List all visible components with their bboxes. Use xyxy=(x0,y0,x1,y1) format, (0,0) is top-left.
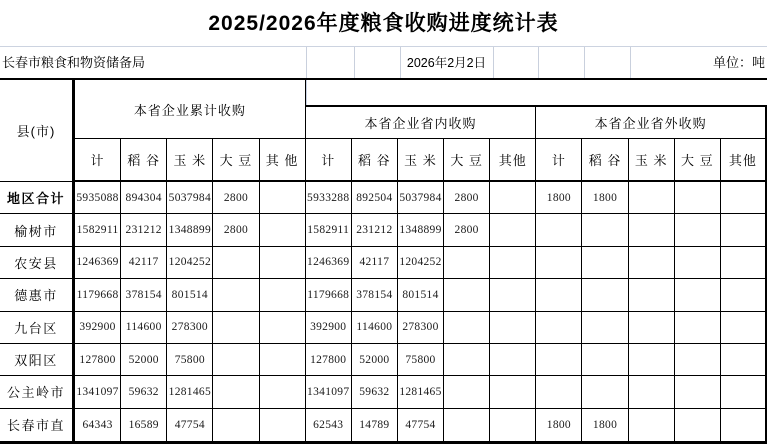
column-header: 其他 xyxy=(721,139,767,182)
row-county-name: 九台区 xyxy=(0,312,75,344)
data-cell xyxy=(536,312,582,344)
data-cell xyxy=(444,344,490,376)
data-cell xyxy=(490,376,536,408)
data-cell: 14789 xyxy=(352,409,398,441)
data-cell: 392900 xyxy=(306,312,352,344)
data-cell: 1204252 xyxy=(398,247,444,279)
data-cell xyxy=(629,312,675,344)
data-cell: 42117 xyxy=(121,247,167,279)
data-cell: 378154 xyxy=(121,279,167,311)
column-header: 计 xyxy=(536,139,582,182)
data-cell xyxy=(721,214,767,246)
data-cell: 42117 xyxy=(352,247,398,279)
column-header: 玉 米 xyxy=(398,139,444,182)
gridline xyxy=(354,47,355,79)
data-cell: 5037984 xyxy=(167,182,213,214)
data-cell: 127800 xyxy=(75,344,121,376)
data-cell: 1582911 xyxy=(75,214,121,246)
data-cell xyxy=(444,312,490,344)
data-cell xyxy=(490,279,536,311)
data-cell: 1800 xyxy=(582,182,628,214)
data-cell xyxy=(536,376,582,408)
data-cell xyxy=(213,376,259,408)
data-cell xyxy=(260,214,306,246)
row-county-name: 双阳区 xyxy=(0,344,75,376)
data-cell xyxy=(536,344,582,376)
data-cell xyxy=(536,247,582,279)
data-cell xyxy=(675,409,721,441)
data-cell: 2800 xyxy=(444,182,490,214)
gridline xyxy=(630,47,631,79)
row-county-name: 长春市直 xyxy=(0,409,75,441)
data-table xyxy=(0,80,767,444)
row-county-name: 德惠市 xyxy=(0,279,75,311)
data-cell: 5037984 xyxy=(398,182,444,214)
data-cell xyxy=(490,344,536,376)
data-cell: 892504 xyxy=(352,182,398,214)
org-name: 长春市粮食和物资储备局 xyxy=(2,55,146,70)
data-cell xyxy=(260,279,306,311)
data-cell xyxy=(629,409,675,441)
data-cell xyxy=(675,247,721,279)
data-cell xyxy=(490,409,536,441)
data-cell: 127800 xyxy=(306,344,352,376)
data-cell xyxy=(213,409,259,441)
data-cell xyxy=(444,279,490,311)
data-cell xyxy=(629,182,675,214)
data-cell: 1341097 xyxy=(306,376,352,408)
data-cell xyxy=(582,247,628,279)
gridline xyxy=(400,47,401,79)
data-cell xyxy=(260,409,306,441)
data-cell xyxy=(213,344,259,376)
data-cell xyxy=(490,182,536,214)
data-cell xyxy=(490,214,536,246)
data-cell: 1204252 xyxy=(167,247,213,279)
data-cell: 1348899 xyxy=(167,214,213,246)
data-cell: 114600 xyxy=(121,312,167,344)
report-date: 2026年2月2日 xyxy=(406,56,487,70)
data-cell xyxy=(721,312,767,344)
data-cell: 16589 xyxy=(121,409,167,441)
unit-label: 单位：吨 xyxy=(712,55,765,70)
data-cell xyxy=(444,409,490,441)
row-county-name: 榆树市 xyxy=(0,214,75,246)
data-cell: 801514 xyxy=(398,279,444,311)
data-cell xyxy=(629,279,675,311)
data-cell: 378154 xyxy=(352,279,398,311)
data-cell xyxy=(444,247,490,279)
data-cell: 1582911 xyxy=(306,214,352,246)
column-header: 其 他 xyxy=(260,139,306,182)
row-county-name: 地区合计 xyxy=(0,182,75,214)
data-cell: 1348899 xyxy=(398,214,444,246)
row-county-name: 农安县 xyxy=(0,247,75,279)
data-cell xyxy=(444,376,490,408)
data-cell: 1800 xyxy=(582,409,628,441)
data-cell xyxy=(675,344,721,376)
data-cell xyxy=(675,182,721,214)
data-cell: 52000 xyxy=(352,344,398,376)
page-title: 2025/2026年度粮食收购进度统计表 xyxy=(208,12,559,35)
data-cell: 1246369 xyxy=(75,247,121,279)
data-cell: 801514 xyxy=(167,279,213,311)
column-header: 大 豆 xyxy=(213,139,259,182)
data-cell xyxy=(213,279,259,311)
data-cell: 231212 xyxy=(352,214,398,246)
data-cell: 52000 xyxy=(121,344,167,376)
group-header-in-province: 本省企业省内收购 xyxy=(306,105,537,139)
data-cell: 1281465 xyxy=(167,376,213,408)
data-cell xyxy=(260,312,306,344)
data-cell xyxy=(721,279,767,311)
column-header: 稻 谷 xyxy=(352,139,398,182)
data-cell xyxy=(629,214,675,246)
data-cell xyxy=(675,214,721,246)
group-header-out-province: 本省企业省外收购 xyxy=(536,105,767,139)
data-cell xyxy=(260,376,306,408)
data-cell xyxy=(260,344,306,376)
data-cell xyxy=(536,279,582,311)
data-cell xyxy=(629,344,675,376)
column-header: 大 豆 xyxy=(675,139,721,182)
data-cell: 392900 xyxy=(75,312,121,344)
data-cell: 2800 xyxy=(213,214,259,246)
gridline xyxy=(584,47,585,79)
data-cell: 1281465 xyxy=(398,376,444,408)
data-cell: 47754 xyxy=(398,409,444,441)
data-cell xyxy=(582,344,628,376)
data-cell: 1246369 xyxy=(306,247,352,279)
data-cell xyxy=(213,312,259,344)
data-cell: 2800 xyxy=(213,182,259,214)
county-column-header: 县(市) xyxy=(0,80,75,182)
data-cell: 64343 xyxy=(75,409,121,441)
gridline xyxy=(493,47,494,79)
data-cell: 2800 xyxy=(444,214,490,246)
data-cell: 5935088 xyxy=(75,182,121,214)
column-header: 玉 米 xyxy=(167,139,213,182)
data-cell xyxy=(675,312,721,344)
data-cell: 62543 xyxy=(306,409,352,441)
data-cell xyxy=(721,376,767,408)
data-cell: 1341097 xyxy=(75,376,121,408)
column-header: 稻 谷 xyxy=(582,139,628,182)
data-cell: 1800 xyxy=(536,409,582,441)
data-cell xyxy=(536,214,582,246)
data-cell xyxy=(675,376,721,408)
data-cell: 894304 xyxy=(121,182,167,214)
column-header: 其他 xyxy=(490,139,536,182)
data-cell xyxy=(582,312,628,344)
data-cell: 75800 xyxy=(398,344,444,376)
data-cell: 59632 xyxy=(352,376,398,408)
data-cell xyxy=(721,182,767,214)
data-cell: 1800 xyxy=(536,182,582,214)
row-county-name: 公主岭市 xyxy=(0,376,75,408)
data-cell xyxy=(629,376,675,408)
data-cell: 1179668 xyxy=(75,279,121,311)
data-cell: 231212 xyxy=(121,214,167,246)
data-cell xyxy=(582,214,628,246)
column-header: 计 xyxy=(306,139,352,182)
column-header: 大 豆 xyxy=(444,139,490,182)
data-cell: 278300 xyxy=(398,312,444,344)
info-bar xyxy=(0,46,767,79)
column-header: 稻 谷 xyxy=(121,139,167,182)
data-cell: 1179668 xyxy=(306,279,352,311)
data-cell: 278300 xyxy=(167,312,213,344)
data-cell xyxy=(213,247,259,279)
gridline xyxy=(306,47,307,79)
data-cell xyxy=(260,247,306,279)
data-cell xyxy=(675,279,721,311)
data-cell xyxy=(582,279,628,311)
data-cell: 114600 xyxy=(352,312,398,344)
data-cell: 75800 xyxy=(167,344,213,376)
data-cell xyxy=(260,182,306,214)
data-cell xyxy=(490,247,536,279)
data-cell xyxy=(582,376,628,408)
data-cell: 47754 xyxy=(167,409,213,441)
gridline xyxy=(538,47,539,79)
data-cell xyxy=(629,247,675,279)
data-cell: 59632 xyxy=(121,376,167,408)
data-cell xyxy=(490,312,536,344)
data-cell xyxy=(721,344,767,376)
column-header: 计 xyxy=(75,139,121,182)
data-cell xyxy=(721,247,767,279)
column-header: 玉 米 xyxy=(629,139,675,182)
header-gap xyxy=(306,80,767,105)
group-header-cumulative: 本省企业累计收购 xyxy=(75,80,306,139)
data-cell xyxy=(721,409,767,441)
data-cell: 5933288 xyxy=(306,182,352,214)
